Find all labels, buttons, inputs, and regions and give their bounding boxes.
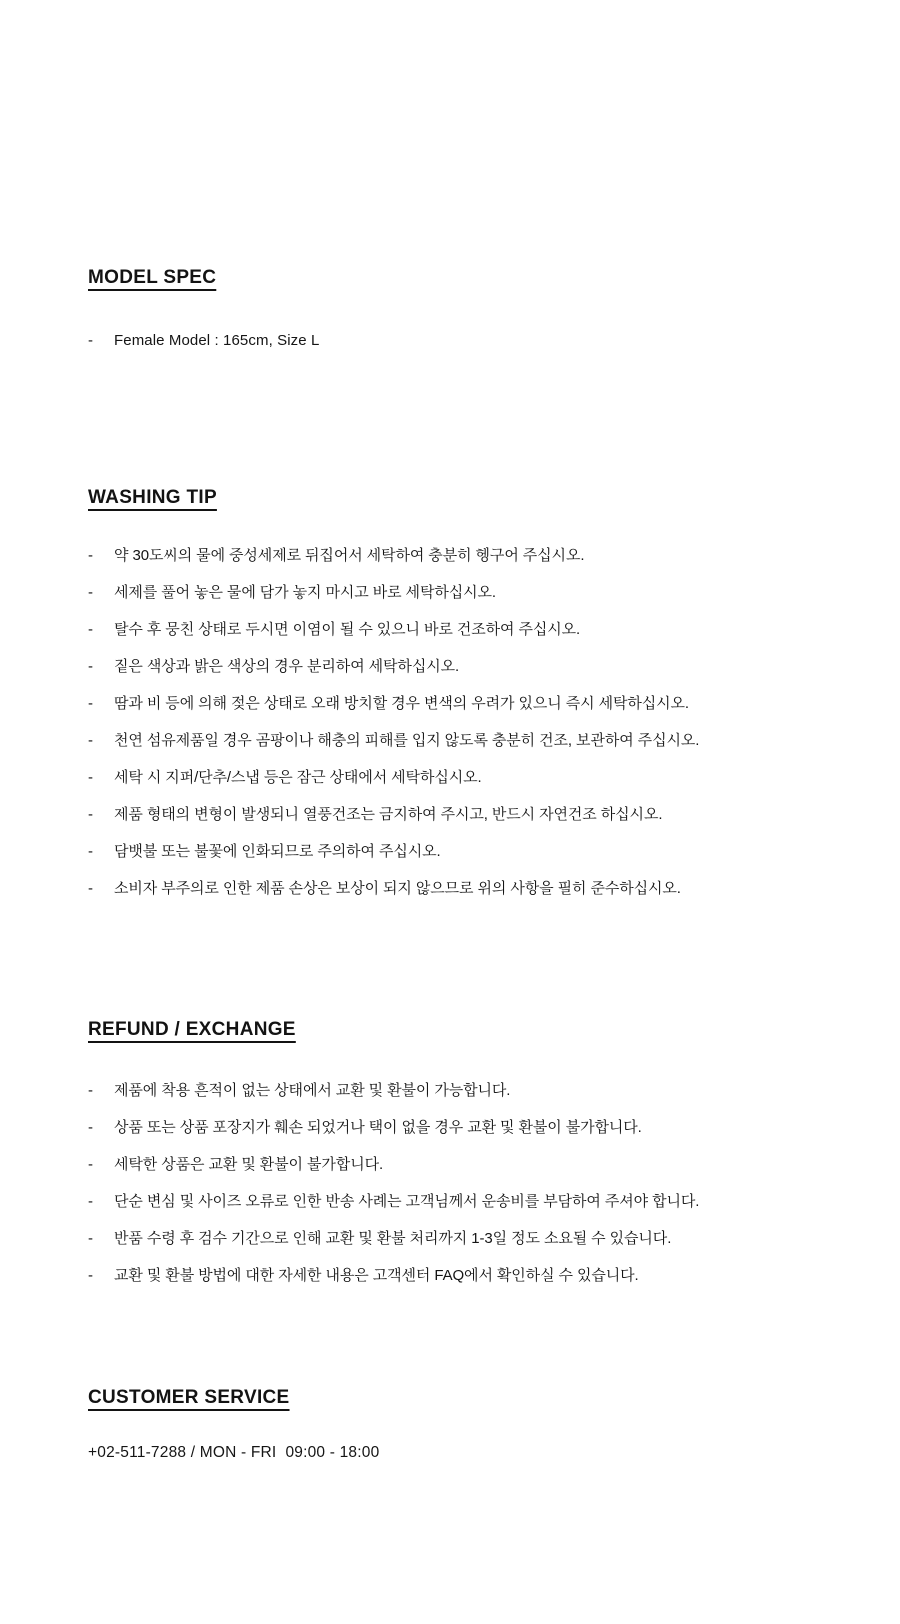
list-item (88, 1191, 840, 1212)
list-item (88, 1265, 840, 1286)
list-item (88, 878, 840, 899)
list-item (88, 1117, 840, 1138)
dash-bullet: - (88, 332, 93, 349)
list-item (88, 1228, 840, 1249)
dash-bullet: - (88, 1082, 93, 1099)
dash-bullet: - (88, 1230, 93, 1247)
section-washing-tip (88, 486, 840, 899)
list-item-text: 천연 섬유제품일 경우 곰팡이나 해충의 피해를 입지 않도록 충분히 건조, 보관하여 주십시오. (114, 732, 700, 749)
list-item-text: 제품에 착용 흔적이 없는 상태에서 교환 및 환불이 가능합니다. (114, 1082, 511, 1099)
list-item (88, 693, 840, 714)
model-spec-heading: MODEL SPEC (88, 267, 217, 288)
model-spec-list (88, 330, 840, 351)
list-item-text: 상품 또는 상품 포장지가 훼손 되었거나 택이 없을 경우 교환 및 환불이 불가합니다. (114, 1119, 642, 1136)
list-item (88, 804, 840, 825)
list-item (88, 330, 840, 351)
refund-exchange-list (88, 1080, 840, 1286)
list-item (88, 767, 840, 788)
list-item-text: Female Model : 165cm, Size L (114, 332, 320, 349)
list-item-text: 약 30도씨의 물에 중성세제로 뒤집어서 세탁하여 충분히 헹구어 주십시오. (114, 547, 585, 564)
list-item-text: 세제를 풀어 놓은 물에 담가 놓지 마시고 바로 세탁하십시오. (114, 584, 496, 601)
dash-bullet: - (88, 621, 93, 638)
list-item-text: 단순 변심 및 사이즈 오류로 인한 반송 사례는 고객님께서 운송비를 부담하여 주셔야 합니다. (114, 1193, 700, 1210)
list-item-text: 짙은 색상과 밝은 색상의 경우 분리하여 세탁하십시오. (114, 658, 460, 675)
list-item (88, 730, 840, 751)
list-item (88, 656, 840, 677)
list-item (88, 582, 840, 603)
dash-bullet: - (88, 658, 93, 675)
section-refund-exchange (88, 1018, 840, 1286)
customer-service-contact: +02-511-7288 / MON - FRI 09:00 - 18:00 (88, 1444, 380, 1461)
list-item (88, 1080, 840, 1101)
dash-bullet: - (88, 1193, 93, 1210)
dash-bullet: - (88, 806, 93, 823)
dash-bullet: - (88, 695, 93, 712)
list-item-text: 탈수 후 뭉친 상태로 두시면 이염이 될 수 있으니 바로 건조하여 주십시오. (114, 621, 581, 638)
list-item-text: 세탁한 상품은 교환 및 환불이 불가합니다. (114, 1156, 384, 1173)
list-item (88, 841, 840, 862)
list-item-text: 세탁 시 지퍼/단추/스냅 등은 잠근 상태에서 세탁하십시오. (114, 769, 482, 786)
dash-bullet: - (88, 1119, 93, 1136)
refund-exchange-heading: REFUND / EXCHANGE (88, 1019, 296, 1040)
dash-bullet: - (88, 843, 93, 860)
washing-tip-heading: WASHING TIP (88, 487, 217, 508)
list-item-text: 땀과 비 등에 의해 젖은 상태로 오래 방치할 경우 변색의 우려가 있으니 즉시 세탁하십시오. (114, 695, 689, 712)
section-customer-service (88, 1386, 840, 1463)
list-item (88, 619, 840, 640)
list-item-text: 반품 수령 후 검수 기간으로 인해 교환 및 환불 처리까지 1-3일 정도 소요될 수 있습니다. (114, 1230, 672, 1247)
list-item-text: 담뱃불 또는 불꽃에 인화되므로 주의하여 주십시오. (114, 843, 441, 860)
customer-service-heading: CUSTOMER SERVICE (88, 1387, 290, 1408)
dash-bullet: - (88, 769, 93, 786)
list-item-text: 제품 형태의 변형이 발생되니 열풍건조는 금지하여 주시고, 반드시 자연건조 하십시오. (114, 806, 663, 823)
dash-bullet: - (88, 584, 93, 601)
section-model-spec (88, 0, 840, 351)
list-item-text: 교환 및 환불 방법에 대한 자세한 내용은 고객센터 FAQ에서 확인하실 수 있습니다. (114, 1267, 639, 1284)
dash-bullet: - (88, 732, 93, 749)
list-item-text: 소비자 부주의로 인한 제품 손상은 보상이 되지 않으므로 위의 사항을 필히 준수하십시오. (114, 880, 681, 897)
dash-bullet: - (88, 880, 93, 897)
dash-bullet: - (88, 1156, 93, 1173)
list-item (88, 1154, 840, 1175)
dash-bullet: - (88, 547, 93, 564)
washing-tip-list (88, 545, 840, 899)
dash-bullet: - (88, 1267, 93, 1284)
list-item (88, 545, 840, 566)
